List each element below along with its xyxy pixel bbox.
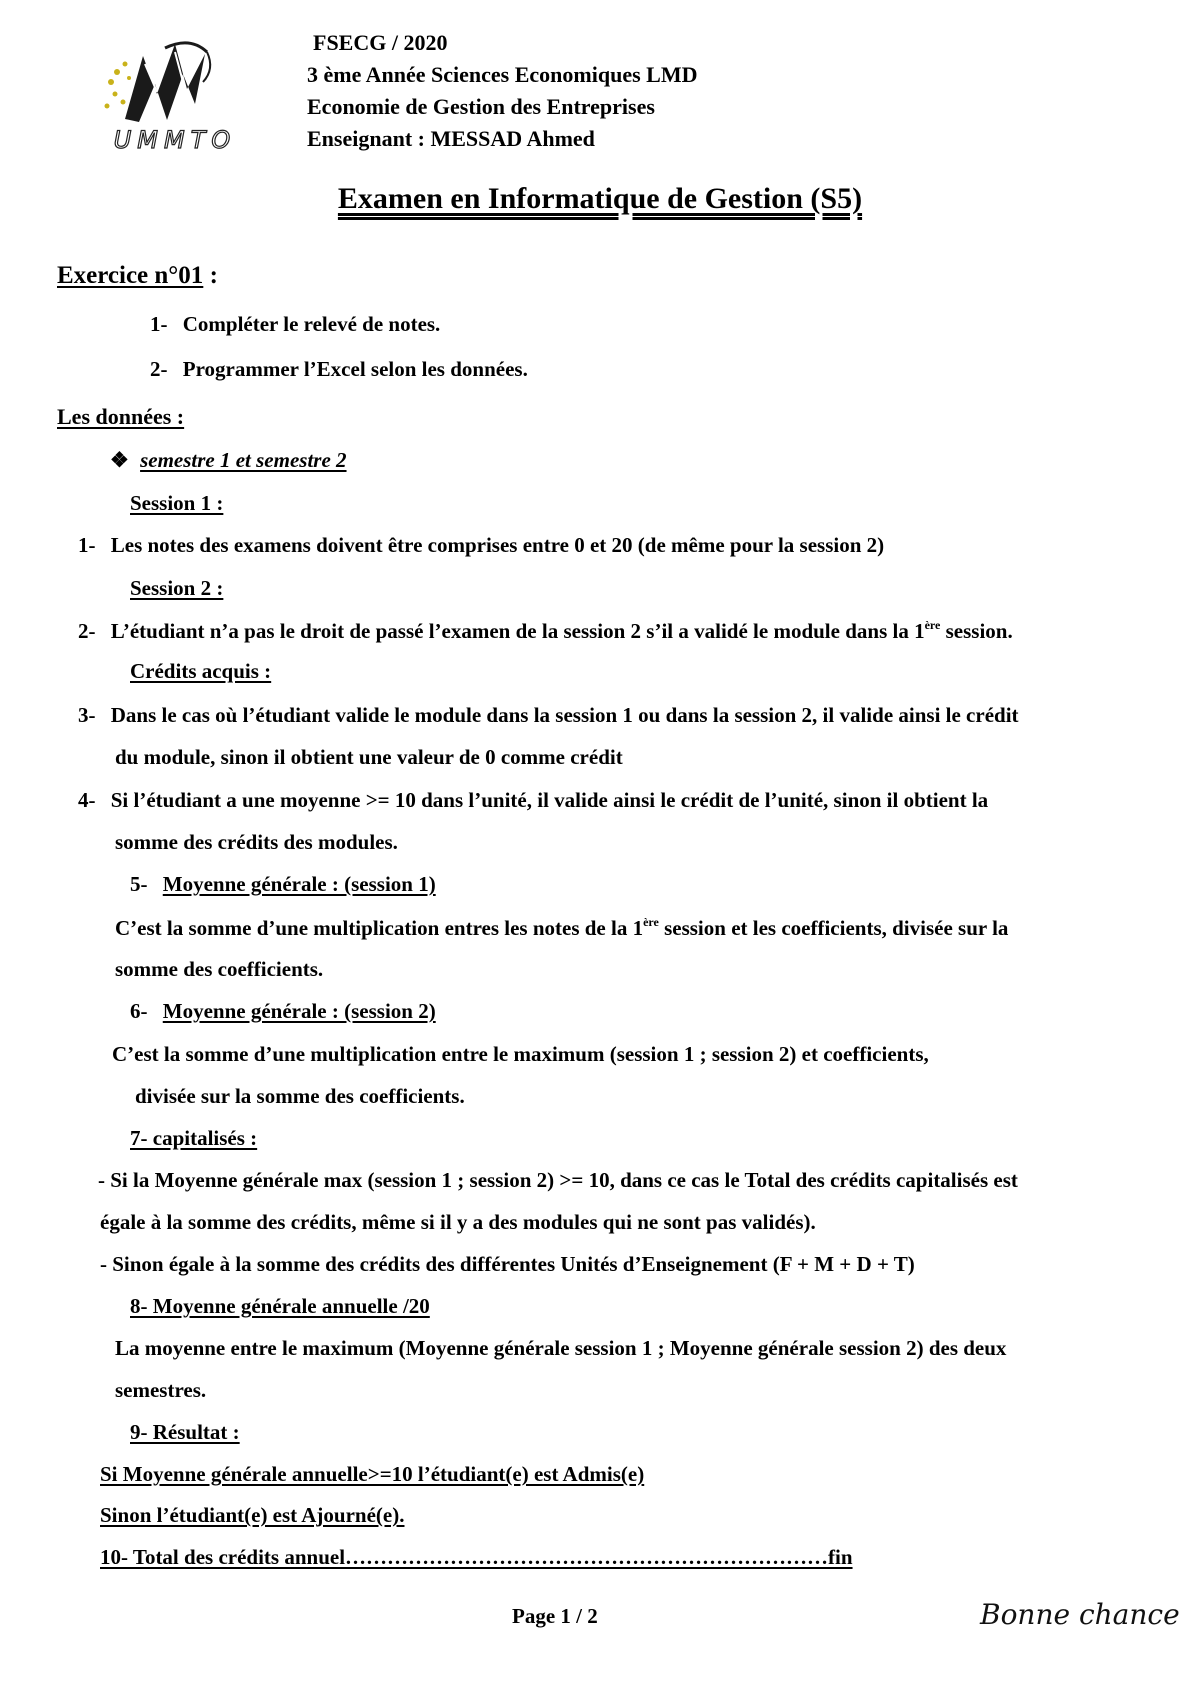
university-logo	[95, 34, 255, 154]
logo-emblem-icon	[95, 34, 255, 134]
item-9-line-2: Sinon l’étudiant(e) est Ajourné(e).	[100, 1503, 405, 1527]
page-title: Examen en Informatique de Gestion (S5)	[337, 182, 863, 215]
bullet-semestre: ❖ semestre 1 et semestre 2	[110, 448, 347, 472]
item-6-line-1: C’est la somme d’une multiplication entre le maximum (session 1 ; session 2) et coefficients,	[112, 1042, 929, 1066]
item-10: 10- Total des crédits annuel……………………………………………………………fin	[100, 1545, 853, 1569]
item-8-line-1: La moyenne entre le maximum (Moyenne générale session 1 ; Moyenne générale session 2) des deux	[115, 1336, 1007, 1360]
item-3-line-1: 3- Dans le cas où l’étudiant valide le module dans la session 1 ou dans la session 2, il valide ainsi le crédit	[78, 703, 1019, 727]
page-number: Page 1 / 2	[512, 1604, 598, 1628]
logo-wordmark: UMMTO	[113, 126, 237, 154]
header-line-3: Economie de Gestion des Entreprises	[307, 94, 655, 119]
item-5-line-1: C’est la somme d’une multiplication entres les notes de la 1ère session et les coefficients, divisée sur la	[115, 915, 1009, 940]
item-5-line-2: somme des coefficients.	[115, 957, 324, 981]
item-7-line-2: égale à la somme des crédits, même si il y a des modules qui ne sont pas validés).	[100, 1210, 816, 1234]
item-4-line-2: somme des crédits des modules.	[115, 830, 398, 854]
item-3-line-2: du module, sinon il obtient une valeur de 0 comme crédit	[115, 745, 623, 769]
item-1: 1- Les notes des examens doivent être comprises entre 0 et 20 (de même pour la session 2)	[78, 533, 885, 557]
signature: Bonne chance	[980, 1598, 1180, 1631]
item-6-line-2: divisée sur la somme des coefficients.	[135, 1084, 465, 1108]
session-1-label: Session 1 :	[130, 491, 224, 515]
item-6-heading: 6- Moyenne générale : (session 2)	[130, 999, 436, 1023]
task-2: 2- Programmer l’Excel selon les données.	[150, 357, 528, 381]
item-8-heading: 8- Moyenne générale annuelle /20	[130, 1294, 430, 1318]
item-9-heading: 9- Résultat :	[130, 1420, 240, 1444]
header-line-4: Enseignant : MESSAD Ahmed	[307, 126, 595, 151]
session-2-label: Session 2 :	[130, 576, 224, 600]
header-line-1: FSECG / 2020	[313, 30, 448, 55]
item-7-heading: 7- capitalisés :	[130, 1126, 258, 1150]
item-7-line-1: - Si la Moyenne générale max (session 1 ; session 2) >= 10, dans ce cas le Total des crédits capitalisés est	[98, 1168, 1018, 1192]
diamond-bullet-icon: ❖	[110, 448, 129, 472]
donnees-heading: Les données :	[57, 404, 185, 429]
item-7-line-3: - Sinon égale à la somme des crédits des différentes Unités d’Enseignement (F + M + D + T)	[100, 1252, 915, 1276]
item-9-line-1: Si Moyenne générale annuelle>=10 l’étudiant(e) est Admis(e)	[100, 1462, 645, 1486]
credits-label: Crédits acquis :	[130, 659, 272, 683]
item-5-heading: 5- Moyenne générale : (session 1)	[130, 872, 436, 896]
task-1: 1- Compléter le relevé de notes.	[150, 312, 441, 336]
item-2: 2- L’étudiant n’a pas le droit de passé l’examen de la session 2 s’il a validé le module dans la 1ère session.	[78, 618, 1013, 643]
exercise-heading: Exercice n°01 :	[57, 262, 218, 289]
header-line-2: 3 ème Année Sciences Economiques LMD	[307, 62, 698, 87]
item-8-line-2: semestres.	[115, 1378, 207, 1402]
item-4-line-1: 4- Si l’étudiant a une moyenne >= 10 dans l’unité, il valide ainsi le crédit de l’unité, sinon il obtient la	[78, 788, 989, 812]
